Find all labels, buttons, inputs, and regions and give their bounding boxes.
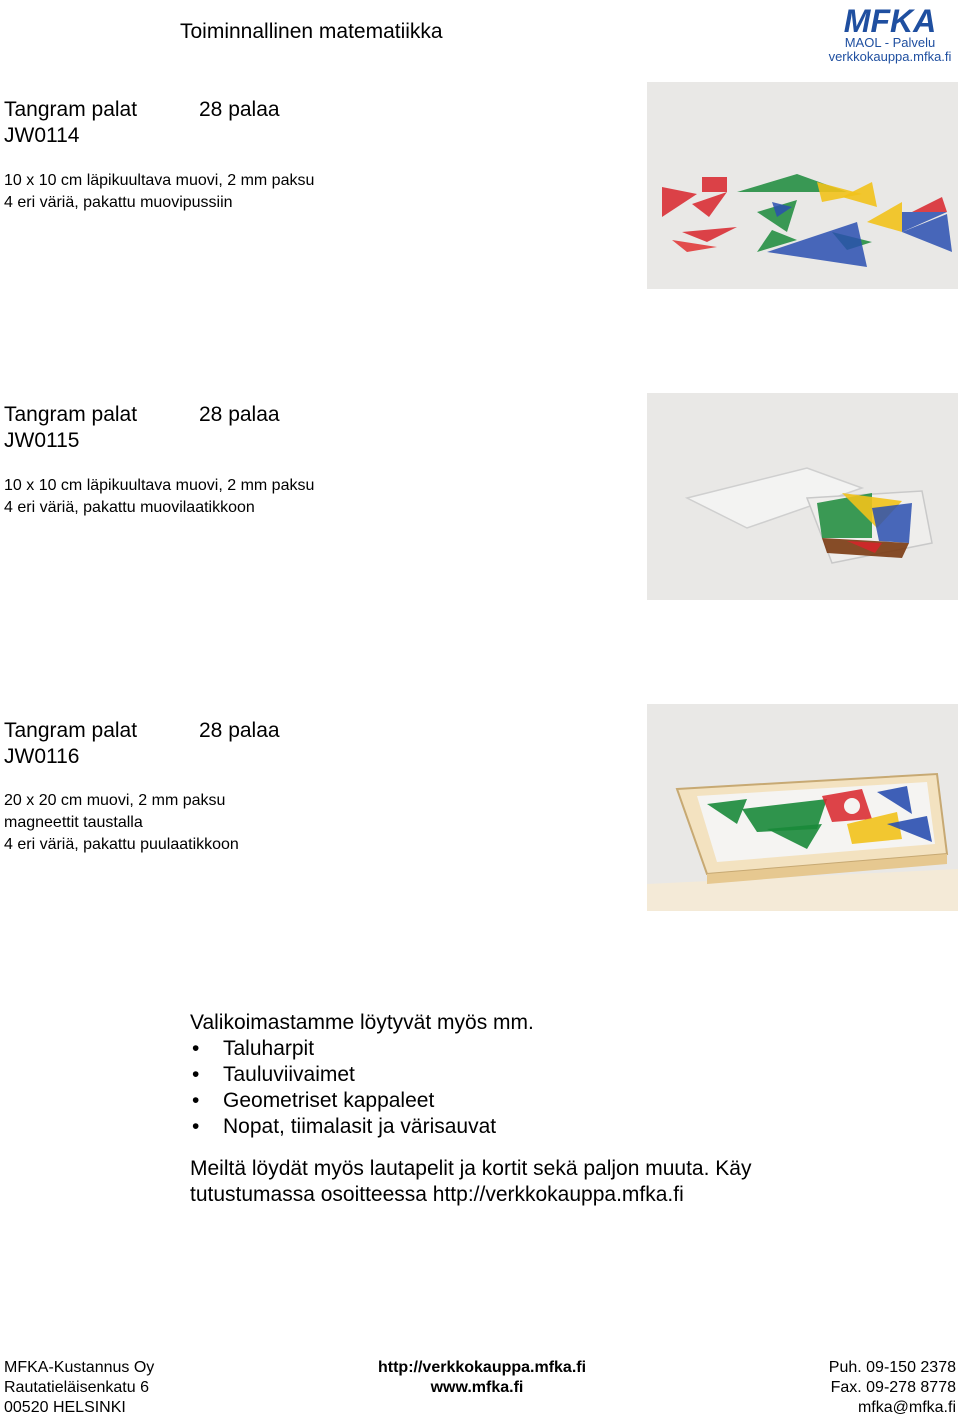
mfka-logo — [820, 2, 960, 64]
product-photo-jw0116 — [647, 704, 958, 911]
product-name: Tangram palat — [4, 719, 138, 742]
logo-brand: MFKA — [843, 3, 937, 39]
description-line: 10 x 10 cm läpikuultava muovi, 2 mm paksu — [4, 172, 315, 189]
description-line: 20 x 20 cm muovi, 2 mm paksu — [4, 792, 226, 809]
description-line: 4 eri väriä, pakattu puulaatikkoon — [4, 836, 239, 853]
description-line: 4 eri väriä, pakattu muovilaatikkoon — [4, 499, 255, 516]
bullet: • — [192, 1037, 200, 1060]
product-code: JW0115 — [4, 429, 80, 452]
description-line: 10 x 10 cm läpikuultava muovi, 2 mm paksu — [4, 477, 315, 494]
list-item — [190, 1062, 890, 1088]
footer-contact — [829, 1358, 956, 1418]
footer-email[interactable]: mfka@mfka.fi — [857, 1399, 956, 1416]
logo-line1: MAOL - Palvelu — [844, 35, 936, 50]
footer-street: Rautatieläisenkatu 6 — [4, 1379, 149, 1396]
footer-city: 00520 HELSINKI — [4, 1399, 126, 1416]
bullet: • — [192, 1089, 200, 1112]
product-photo-jw0115 — [647, 393, 958, 600]
product-name: Tangram palat — [4, 403, 138, 426]
more-selection — [190, 1010, 890, 1208]
product-quantity: 28 palaa — [199, 719, 280, 742]
list-item-label: Geometriset kappaleet — [223, 1089, 435, 1112]
list-item — [190, 1114, 890, 1140]
footer-fax: Fax. 09-278 8778 — [830, 1379, 956, 1396]
description-line: magneettit taustalla — [4, 814, 143, 831]
list-item-label: Nopat, tiimalasit ja värisauvat — [223, 1115, 497, 1138]
footer-phone: Puh. 09-150 2378 — [828, 1359, 956, 1376]
bullet: • — [192, 1063, 200, 1086]
list-item-label: Taluharpit — [223, 1037, 315, 1060]
page-title: Toiminnallinen matematiikka — [180, 20, 443, 43]
footer-links — [378, 1358, 587, 1398]
bullet: • — [192, 1115, 200, 1138]
closing-text — [190, 1156, 890, 1208]
list-item-label: Tauluviivaimet — [223, 1063, 355, 1086]
product-quantity: 28 palaa — [199, 98, 280, 121]
product-description — [4, 170, 314, 214]
list-item — [190, 1088, 890, 1114]
product-description — [4, 475, 314, 519]
product-photo-jw0114 — [647, 82, 958, 289]
product-code: JW0114 — [4, 124, 80, 147]
description-line: 4 eri väriä, pakattu muovipussiin — [4, 194, 233, 211]
closing-line: Meiltä löydät myös lautapelit ja kortit sekä paljon muuta. Käy — [190, 1157, 752, 1180]
logo-line2: verkkokauppa.mfka.fi — [828, 49, 952, 64]
footer-address — [4, 1358, 154, 1418]
footer-site-link[interactable]: www.mfka.fi — [430, 1379, 524, 1396]
footer-shop-link[interactable]: http://verkkokauppa.mfka.fi — [378, 1359, 587, 1376]
list-item — [190, 1036, 890, 1062]
product-quantity: 28 palaa — [199, 403, 280, 426]
product-code: JW0116 — [4, 745, 80, 768]
product-name: Tangram palat — [4, 98, 138, 121]
more-list — [190, 1036, 890, 1140]
closing-line: tutustumassa osoitteessa http://verkkokauppa.mfka.fi — [190, 1183, 684, 1206]
footer-company: MFKA-Kustannus Oy — [4, 1359, 155, 1376]
product-description — [4, 790, 239, 856]
more-intro: Valikoimastamme löytyvät myös mm. — [190, 1011, 534, 1034]
